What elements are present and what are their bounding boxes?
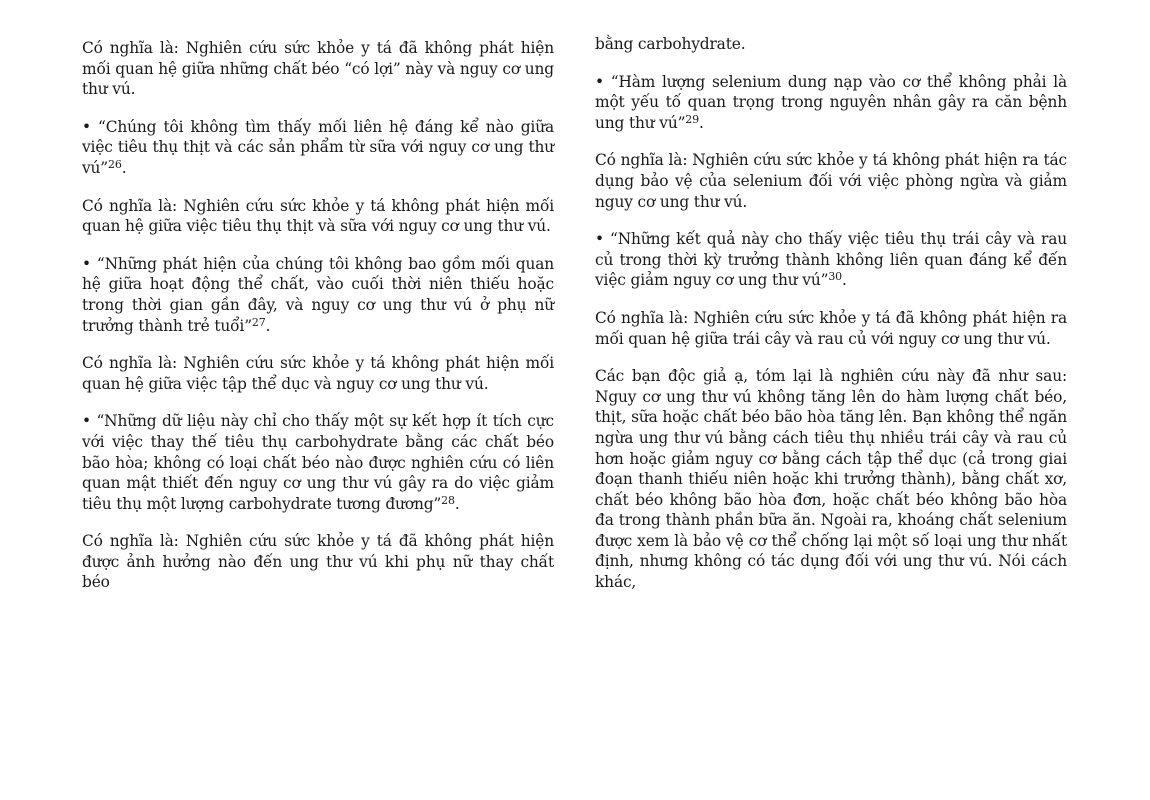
footnote-ref: 27 bbox=[251, 315, 266, 329]
footnote-ref: 29 bbox=[685, 112, 699, 126]
paragraph-text: Có nghĩa là: Nghiên cứu sức khỏe y tá không phát hiện mối quan hệ giữa việc tiêu thụ thịt và sữa với nguy cơ ung thư vú. bbox=[82, 196, 554, 236]
paragraph-text: • “Những phát hiện của chúng tôi không bao gồm mối quan hệ giữa hoạt động thể chất, vào cuối thời niên thiếu hoặc trong thời gian gần đây, và nguy cơ ung thư vú ở phụ nữ trưởng thành trẻ tuổi” bbox=[82, 254, 554, 335]
paragraph-text: • “Những dữ liệu này chỉ cho thấy một sự kết hợp ít tích cực với việc thay thế tiêu thụ carbohydrate bằng các chất béo bão hòa; không có loại chất béo nào được nghiên cứu có liên quan mật thiết đến nguy cơ ung thư vú gây ra do việc giảm tiêu thụ một lượng carbohydrate tương đương” bbox=[82, 412, 554, 513]
paragraph-tail: . bbox=[121, 158, 127, 177]
paragraph-text: Có nghĩa là: Nghiên cứu sức khỏe y tá không phát hiện mối quan hệ giữa việc tập thể dục và nguy cơ ung thư vú. bbox=[82, 354, 554, 393]
paragraph bbox=[82, 353, 554, 394]
paragraph-text: Có nghĩa là: Nghiên cứu sức khỏe y tá đã không phát hiện mối quan hệ giữa những chất béo “có lợi” này và nguy cơ ung thư vú. bbox=[82, 39, 554, 99]
footnote-ref: 28 bbox=[441, 493, 455, 507]
paragraph-text: Có nghĩa là: Nghiên cứu sức khỏe y tá đã không phát hiện ra mối quan hệ giữa trái cây và rau củ với nguy cơ ung thư vú. bbox=[595, 308, 1067, 348]
quote-bullet bbox=[82, 411, 554, 514]
paragraph-text: • “Hàm lượng selenium dung nạp vào cơ thể không phải là một yếu tố quan trọng trong nguyên nhân gây ra căn bệnh ung thư vú” bbox=[595, 72, 1067, 132]
quote-bullet bbox=[82, 254, 554, 336]
left-column bbox=[82, 34, 554, 610]
paragraph-tail: . bbox=[699, 113, 704, 132]
paragraph-text: Có nghĩa là: Nghiên cứu sức khỏe y tá đã không phát hiện được ảnh hưởng nào đến ung thư vú khi phụ nữ thay chất béo bbox=[82, 532, 554, 592]
paragraph-text: Các bạn độc giả ạ, tóm lại là nghiên cứu này đã như sau: Nguy cơ ung thư vú không tăng lên do hàm lượng chất béo, thịt, sữa hoặc chất béo bão hòa tăng lên. Bạn không thể ngăn ngừa ung thư vú bằng cách tiêu thụ nhiều trái cây và rau củ hơn hoặc giảm nguy cơ bằng cách tập thể dục (cả trong giai đoạn thanh thiếu niên hoặc khi trưởng thành), bằng chất xơ, chất béo không bão hòa đơn, hoặc chất béo không bão hòa đa trong thành phần bữa ăn. Ngoài ra, khoáng chất selenium được xem là bảo vệ cơ thể chống lại một số loại ung thư nhất định, nhưng không có tác dụng đối với ung thư vú. Nói cách khác, bbox=[595, 367, 1067, 592]
paragraph-tail: . bbox=[265, 316, 271, 335]
footnote-ref: 30 bbox=[828, 270, 843, 284]
paragraph bbox=[82, 38, 554, 100]
paragraph bbox=[595, 366, 1067, 593]
paragraph-text: • “Những kết quả này cho thấy việc tiêu thụ trái cây và rau củ trong thời kỳ trưởng thành không liên quan đáng kể đến việc giảm nguy cơ ung thư vú” bbox=[595, 230, 1067, 290]
quote-bullet bbox=[82, 117, 554, 179]
quote-bullet bbox=[595, 72, 1067, 134]
paragraph-tail: . bbox=[454, 494, 460, 513]
paragraph-text: Có nghĩa là: Nghiên cứu sức khỏe y tá không phát hiện ra tác dụng bảo vệ của selenium đối với việc phòng ngừa và giảm nguy cơ ung thư vú. bbox=[595, 151, 1067, 211]
paragraph-tail: . bbox=[842, 271, 847, 290]
paragraph bbox=[595, 308, 1067, 349]
paragraph bbox=[595, 150, 1067, 212]
paragraph-text: bằng carbohydrate. bbox=[595, 35, 746, 53]
paragraph bbox=[595, 34, 1067, 55]
quote-bullet bbox=[595, 229, 1067, 291]
paragraph bbox=[82, 531, 554, 593]
right-column bbox=[595, 34, 1067, 610]
paragraph bbox=[82, 196, 554, 237]
paragraph-text: • “Chúng tôi không tìm thấy mối liên hệ đáng kể nào giữa việc tiêu thụ thịt và các sản phẩm từ sữa với nguy cơ ung thư vú” bbox=[82, 117, 554, 177]
footnote-ref: 26 bbox=[108, 157, 122, 171]
